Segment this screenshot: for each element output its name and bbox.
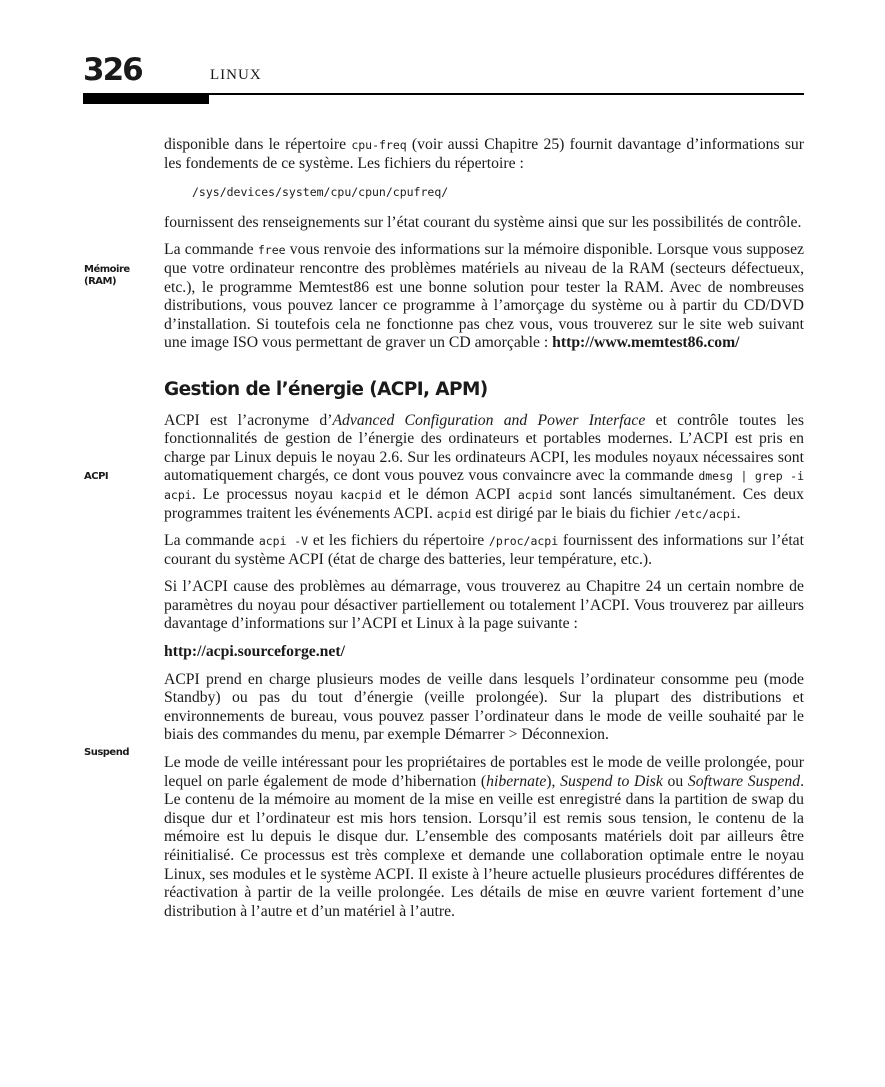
text-run: ), [546, 772, 561, 790]
paragraph-memory [164, 241, 804, 353]
text-run: ACPI est l’acronyme d’ [164, 411, 333, 429]
section-heading: Gestion de l’énergie (ACPI, APM) [164, 378, 488, 400]
text-run: . [736, 504, 741, 522]
text-run: . Le contenu de la mémoire au moment de la mise en veille est enregistré dans la partition de swap du disque dur et l’ordinateur est mis hors tension. Lorsqu’il est remis sous tension, le contenu de la mémoire est lu depuis le disque dur. L’ensemble des composants matériels doit par ailleurs être réinitialisé. Ce processus est très complexe et demande une collaboration optimale entre le noyau Linux, ses modules et le système ACPI. Il existe à l’heure actuelle plusieurs procédures différentes de réactivation à partir de la veille prolongée. Les détails de mise en œuvre varient fortement d’une distribution à l’autre et d’un matériel à l’autre. [164, 772, 804, 920]
inline-code: acpid [517, 487, 553, 502]
inline-code: dmesg | grep -i acpi [164, 469, 804, 502]
paragraph-renseignements: fournissent des renseignements sur l’état courant du système ainsi que sur les possibilités de contrôle. [164, 213, 802, 231]
paragraph-acpi [164, 412, 804, 524]
inline-code: /proc/acpi [488, 534, 559, 549]
text-run: disponible dans le répertoire [164, 136, 352, 153]
text-run: et contrôle toutes les fonctionnalités de gestion de l’énergie des ordinateurs et portables modernes. L’ACPI est pris en charge par Linux depuis le noyau 2.6. Sur les ordinateurs ACPI, les modules noyaux nécessaires sont automatiquement chargés, ce dont vous pouvez vous convaincre avec la commande [164, 411, 804, 485]
italic-text: Advanced Configuration and Power Interface [332, 411, 646, 429]
italic-text: Suspend to Disk [560, 772, 663, 790]
paragraph-hibernate [164, 754, 804, 921]
text-run: La commande [164, 532, 259, 550]
paragraph-acpi-problems: Si l’ACPI cause des problèmes au démarrage, vous trouverez au Chapitre 24 un certain nombre de paramètres du noyau pour désactiver partiellement ou totalement l’ACPI. Vous trouverez par ailleurs davantage d’informations sur l’ACPI et Linux à la page suivante : [164, 578, 804, 633]
text-run: vous renvoie des informations sur la mémoire disponible. Lorsque vous supposez que votre ordinateur rencontre des problèmes matériels au niveau de la RAM (secteurs défectueux, etc.), le programme Memtest86 est une bonne solution pour tester la RAM. Avec de nombreuses distributions, vous pouvez lancer ce programme à l’amorçage du système ou à partir du CD/DVD d’installation. Si toutefois cela ne fonctionne pas chez vous, vous trouverez sur le site web suivant une image ISO vous permettant de graver un CD amorçable : [164, 241, 804, 352]
inline-code: free [257, 243, 286, 258]
text-run: sont lancés simultanément. Ces deux programmes traitent les événements ACPI. [164, 485, 804, 522]
paragraph-suspend: ACPI prend en charge plusieurs modes de veille dans lesquels l’ordinateur consomme peu (mode Standby) ou pas du tout d’énergie (veille prolongée). Sur la plupart des distributions et environnements de bureau, vous pouvez passer l’ordinateur dans le mode de veille souhaité par le biais des commandes du menu, par exemple Démarrer > Déconnexion. [164, 670, 804, 744]
code-path: /sys/devices/system/cpu/cpun/cpufreq/ [192, 185, 449, 200]
text-run: et le démon ACPI [381, 485, 518, 503]
text-run: et les fichiers du répertoire [308, 532, 489, 550]
inline-code: acpid [436, 506, 472, 521]
text-run: ou [662, 772, 688, 790]
margin-note-memory: Mémoire (RAM) [84, 264, 130, 287]
acpi-url[interactable]: http://acpi.sourceforge.net/ [164, 643, 345, 661]
inline-code: /etc/acpi [674, 506, 737, 521]
memtest-url[interactable]: http://www.memtest86.com/ [552, 334, 740, 352]
text-run: est dirigé par le biais du fichier [471, 504, 675, 522]
text-run: (voir aussi Chapitre 25) fournit davantage d’informations sur les fondements de ce système. Les fichiers du répertoire : [164, 136, 804, 172]
italic-text: Software Suspend [687, 772, 801, 790]
text-run: . Le processus noyau [191, 485, 341, 503]
paragraph-acpi-command [164, 532, 804, 569]
header-rule-block [83, 93, 209, 104]
body-text [164, 136, 804, 930]
text-run: Le mode de veille intéressant pour les propriétaires de portables est le mode de veille prolongée, pour lequel on parle également de mode d’hibernation ( [164, 754, 804, 790]
inline-code: acpi -V [258, 534, 309, 549]
running-title: LINUX [210, 67, 262, 83]
italic-text: hibernate [486, 772, 547, 790]
page-number: 326 [83, 52, 142, 88]
margin-note-acpi: ACPI [84, 471, 109, 482]
inline-code: cpu-freq [351, 138, 407, 152]
margin-note-suspend: Suspend [84, 747, 129, 758]
paragraph-cpufreq [164, 136, 804, 173]
inline-code: kacpid [340, 487, 382, 502]
text-run: La commande [164, 241, 258, 259]
text-run: fournissent des informations sur l’état courant du système ACPI (état de charge des batteries, leur température, etc.). [164, 532, 804, 568]
